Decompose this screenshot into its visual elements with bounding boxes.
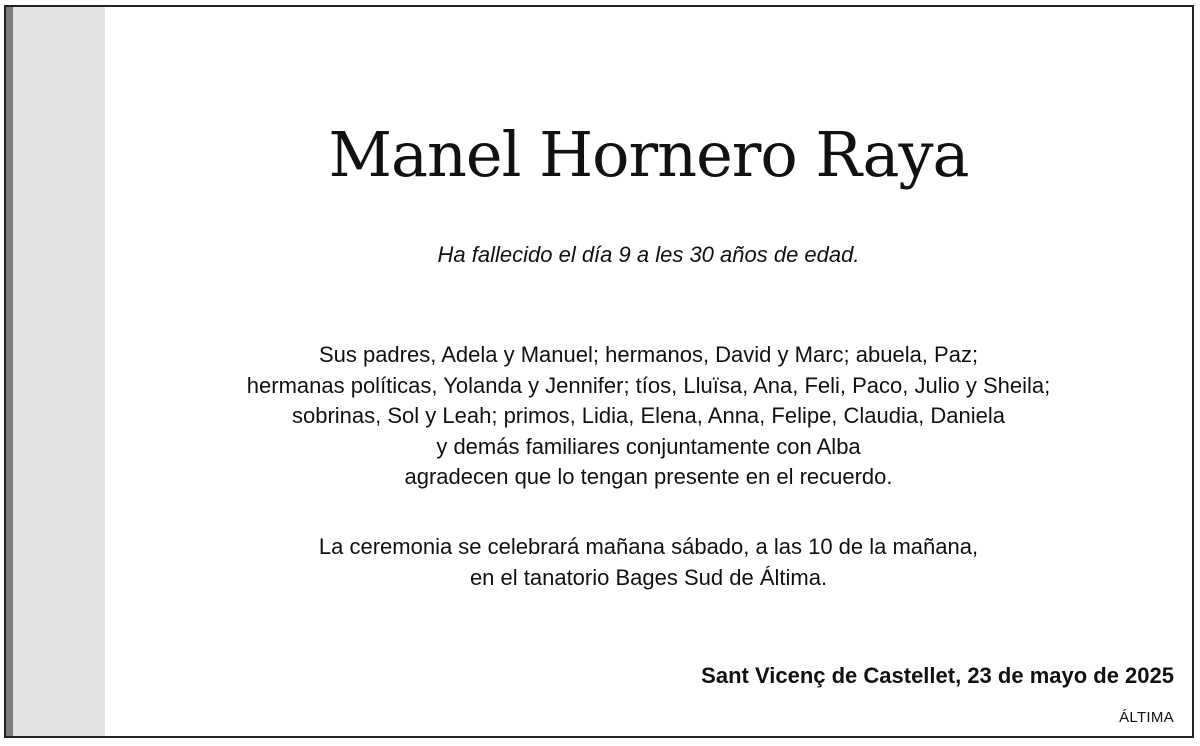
deceased-name: Manel Hornero Raya (328, 118, 969, 191)
passing-statement: Ha fallecido el día 9 a les 30 años de edad. (437, 242, 860, 267)
family-line: agradecen que lo tengan presente en el recuerdo. (404, 464, 893, 489)
notice-content (105, 7, 1192, 736)
place-and-date: Sant Vicenç de Castellet, 23 de mayo de 2025 (701, 663, 1174, 688)
ceremony-line: La ceremonia se celebrará mañana sábado, a las 10 de la mañana, (318, 534, 979, 559)
left-gray-band (13, 7, 105, 736)
family-line: Sus padres, Adela y Manuel; hermanos, David y Marc; abuela, Paz; (318, 342, 979, 367)
left-edge-strip (6, 7, 13, 736)
ceremony-line: en el tanatorio Bages Sud de Áltima. (469, 564, 828, 590)
family-line: hermanas políticas, Yolanda y Jennifer; tíos, Lluïsa, Ana, Feli, Paco, Julio y Sheila; (246, 372, 1051, 398)
family-paragraph (105, 340, 1192, 493)
obituary-notice (4, 5, 1194, 738)
family-line: sobrinas, Sol y Leah; primos, Lidia, Elena, Anna, Felipe, Claudia, Daniela (292, 403, 1005, 428)
ceremony-paragraph (105, 532, 1192, 593)
funeral-agency: ÁLTIMA (1119, 709, 1174, 726)
family-line: y demás familiares conjuntamente con Alba (436, 433, 861, 459)
